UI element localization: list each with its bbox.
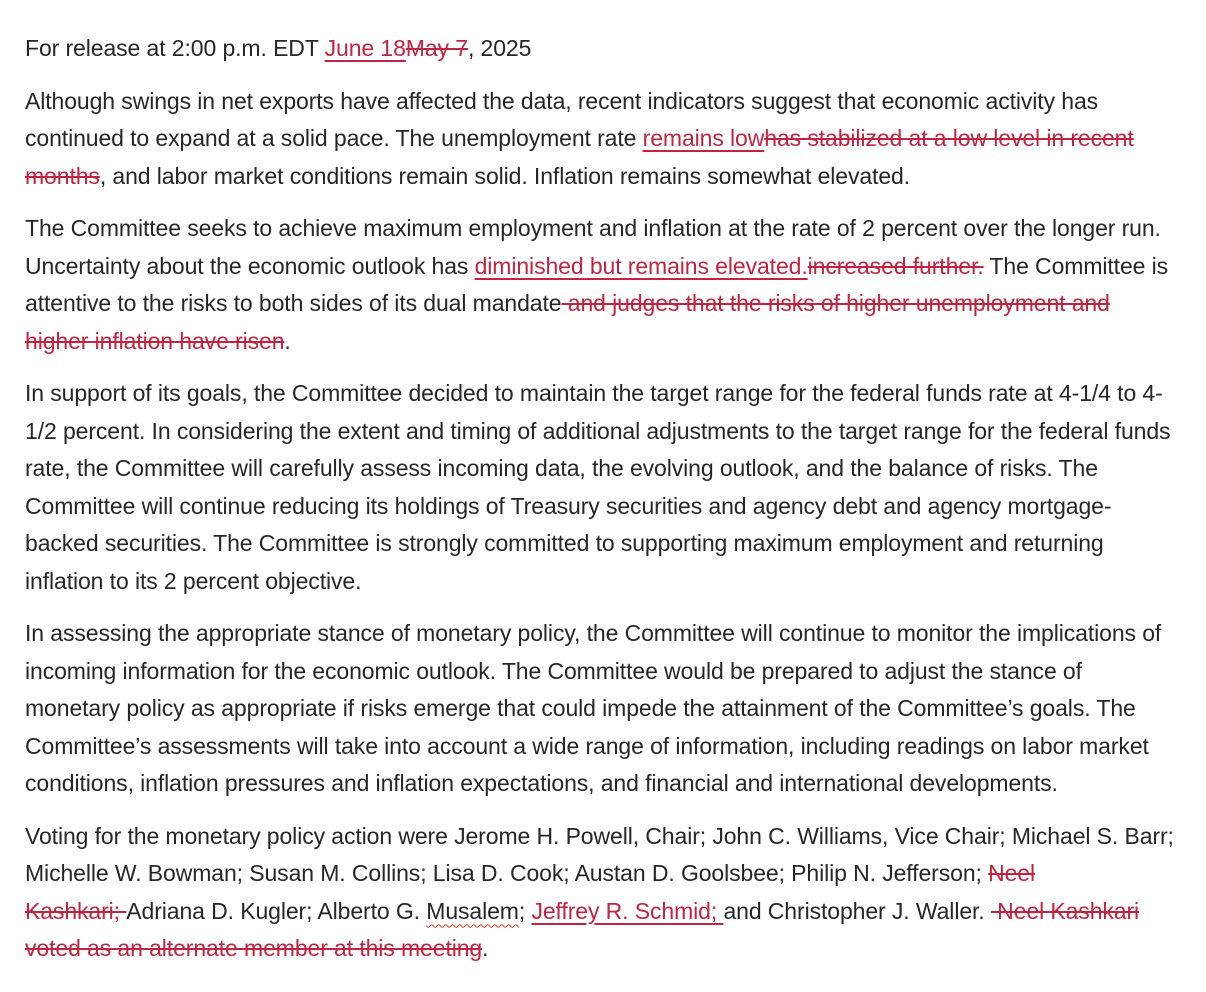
text-run: and Christopher J. Waller. (723, 897, 991, 924)
text-run: . (482, 935, 489, 961)
text-run: Although swings in net exports have affected the data, recent indicators suggest that economic activity has continued to expand at a solid pace. The unemployment rate (25, 87, 1099, 151)
release-line (25, 30, 1175, 68)
deleted-text: Neel Kashkari; (25, 860, 1035, 924)
misspelled-text: Musalem (426, 897, 519, 924)
inserted-text: remains low (642, 125, 765, 151)
paragraph-policy-decision (25, 375, 1175, 600)
deleted-text: increased further. (807, 252, 984, 279)
text-run: The Committee seeks to achieve maximum employment and inflation at the rate of 2 percent over the longer run. Uncertainty about the economic outlook has (25, 215, 1161, 279)
deleted-text: has stabilized at a low level in recent months (25, 125, 1134, 189)
paragraph-economic-activity (25, 83, 1175, 196)
text-run: Adriana D. Kugler; Alberto G. (126, 897, 427, 924)
inserted-text: Jeffrey R. Schmid; (531, 897, 724, 924)
paragraph-monitoring (25, 615, 1175, 803)
text-run: , 2025 (467, 35, 532, 61)
paragraph-voting (25, 818, 1175, 968)
deleted-text: Neel Kashkari voted as an alternate member at this meeting (25, 897, 1140, 961)
text-run: . (284, 327, 291, 354)
text-run: Voting for the monetary policy action were Jerome H. Powell, Chair; John C. Williams, Vice Chair; Michael S. Barr; Michelle W. Bowman; Susan M. Collins; Lisa D. Cook; Austan D. Goolsbee; Philip N. Jefferson; (25, 822, 1174, 886)
deleted-text: May 7 (405, 35, 468, 61)
text-run: In support of its goals, the Committee decided to maintain the target range for the federal funds rate at 4-1/4 to 4-1/2 percent. In considering the extent and timing of additional adjustments to the target range for the federal funds rate, the Committee will carefully assess incoming data, the evolving outlook, and the balance of risks. The Committee will continue reducing its holdings of Treasury securities and agency debt and agency mortgage-backed securities. The Committee is strongly committed to supporting maximum employment and returning inflation to its 2 percent objective. (25, 380, 1171, 594)
text-run: The Committee is attentive to the risks to both sides of its dual mandate (25, 252, 1169, 316)
text-run: For release at 2:00 p.m. EDT (25, 35, 325, 61)
text-run: In assessing the appropriate stance of monetary policy, the Committee will continue to monitor the implications of incoming information for the economic outlook. The Committee would be prepared to adjust the stance of monetary policy as appropriate if risks emerge that could impede the attainment of the Committee’s goals. The Committee’s assessments will take into account a wide range of information, including readings on labor market conditions, inflation pressures and inflation expectations, and financial and international developments. (25, 620, 1162, 796)
document-body (25, 30, 1180, 968)
inserted-text: diminished but remains elevated. (474, 252, 808, 279)
paragraph-goals-uncertainty (25, 210, 1175, 360)
inserted-text: June 18 (324, 35, 406, 61)
text-run: ; (518, 897, 532, 924)
deleted-text: and judges that the risks of higher unemployment and higher inflation have risen (25, 290, 1110, 354)
text-run: , and labor market conditions remain solid. Inflation remains somewhat elevated. (99, 162, 911, 189)
